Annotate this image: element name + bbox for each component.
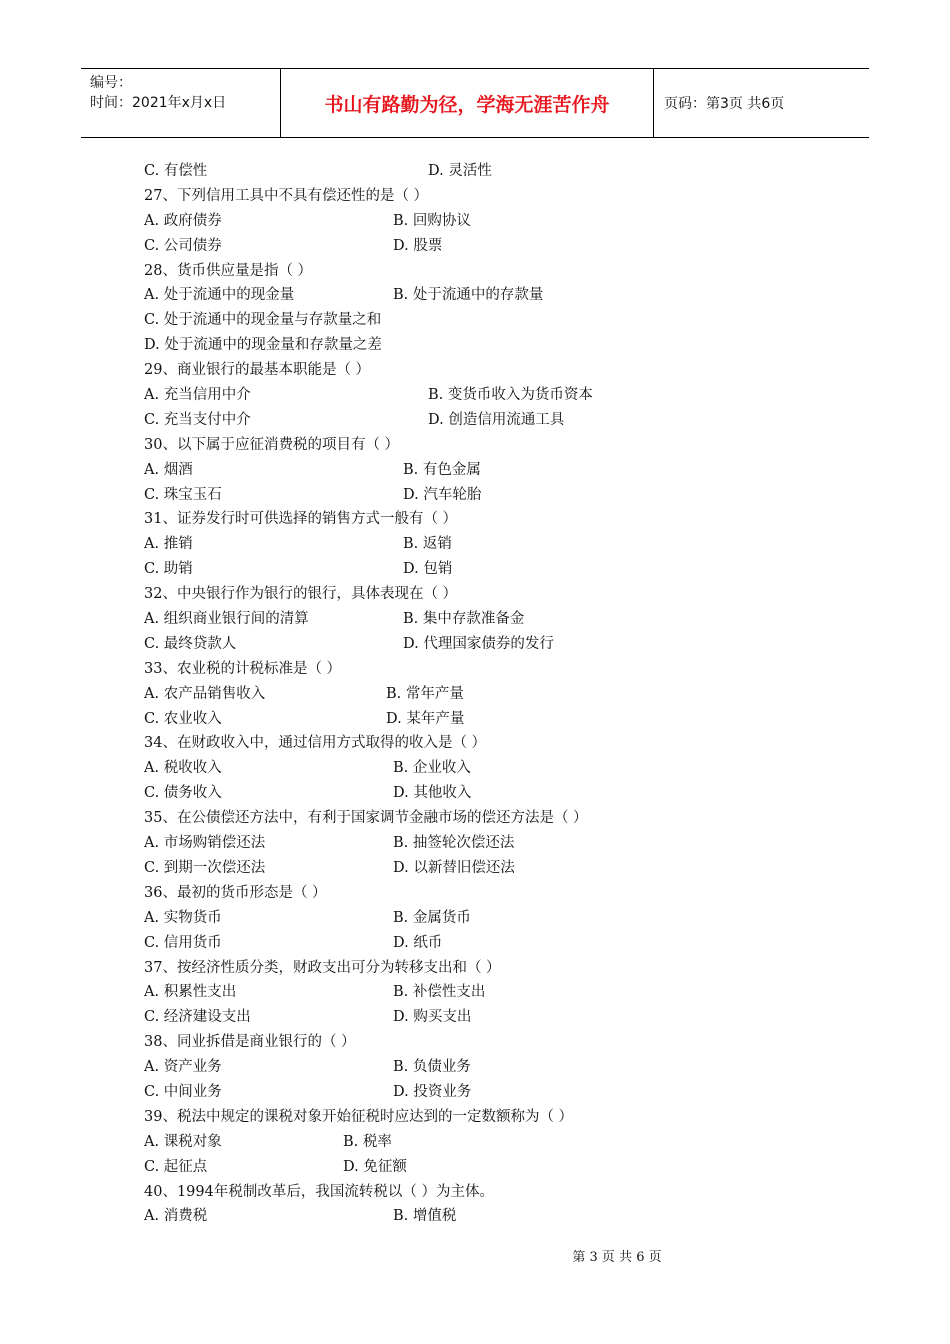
option-row — [144, 483, 844, 508]
option-left: C. 珠宝玉石 — [144, 486, 222, 503]
option-right: D. 投资业务 — [393, 1083, 472, 1100]
question-text: 38、同业拆借是商业银行的（ ） — [144, 1034, 356, 1051]
question-stem — [144, 731, 844, 756]
option-left: A. 资产业务 — [144, 1059, 222, 1076]
option-left: A. 烟酒 — [144, 461, 193, 478]
option-right: B. 有色金属 — [403, 461, 481, 478]
option-right: B. 常年产量 — [386, 685, 464, 702]
option-left: C. 充当支付中介 — [144, 411, 251, 428]
question-stem — [144, 1105, 844, 1130]
option-right: D. 纸币 — [393, 934, 443, 951]
question-text: 30、以下属于应征消费税的项目有（ ） — [144, 436, 400, 453]
question-stem — [144, 308, 844, 333]
option-right: D. 其他收入 — [393, 785, 472, 802]
option-right: B. 增值税 — [393, 1208, 457, 1225]
option-left: C. 有偿性 — [144, 163, 208, 179]
question-text: 27、下列信用工具中不具有偿还性的是（ ） — [144, 187, 429, 204]
header-motto: 书山有路勤为径，学海无涯苦作舟 — [281, 69, 654, 137]
option-row — [144, 707, 844, 732]
option-left: A. 政府债券 — [144, 212, 222, 229]
question-stem — [144, 259, 844, 284]
option-right: D. 代理国家债券的发行 — [403, 635, 554, 652]
option-row — [144, 408, 844, 433]
question-text: 34、在财政收入中，通过信用方式取得的收入是（ ） — [144, 735, 487, 752]
question-stem — [144, 507, 844, 532]
option-right: B. 补偿性支出 — [393, 984, 486, 1001]
question-stem — [144, 433, 844, 458]
option-left: A. 税收收入 — [144, 760, 222, 777]
option-right: D. 包销 — [403, 561, 453, 578]
question-stem — [144, 657, 844, 682]
option-left: A. 充当信用中介 — [144, 387, 251, 404]
option-right: B. 返销 — [403, 536, 452, 553]
page-footer — [0, 1246, 950, 1265]
option-right: B. 负债业务 — [393, 1059, 471, 1076]
option-right: D. 购买支出 — [393, 1009, 472, 1026]
option-right: B. 处于流通中的存款量 — [393, 287, 544, 304]
option-left: A. 推销 — [144, 536, 193, 553]
option-right: B. 税率 — [343, 1133, 392, 1150]
option-row — [144, 557, 844, 582]
option-right: B. 企业收入 — [393, 760, 471, 777]
option-row — [144, 906, 844, 931]
option-right: D. 创造信用流通工具 — [428, 411, 565, 428]
option-right: D. 以新替旧偿还法 — [393, 859, 515, 876]
option-row — [144, 1080, 844, 1105]
option-row — [144, 1055, 844, 1080]
question-stem — [144, 1180, 844, 1205]
option-row — [144, 607, 844, 632]
option-row — [144, 831, 844, 856]
option-left: C. 经济建设支出 — [144, 1009, 251, 1026]
option-left: A. 积累性支出 — [144, 984, 237, 1001]
option-row — [144, 1155, 844, 1180]
option-left: C. 公司债券 — [144, 237, 222, 254]
option-row — [144, 1204, 844, 1229]
option-right: B. 回购协议 — [393, 212, 471, 229]
option-left: C. 助销 — [144, 561, 193, 578]
question-text: 36、最初的货币形态是（ ） — [144, 884, 327, 901]
option-row — [144, 458, 844, 483]
question-text: 37、按经济性质分类，财政支出可分为转移支出和（ ） — [144, 959, 501, 976]
question-text: 35、在公债偿还方法中，有利于国家调节金融市场的偿还方法是（ ） — [144, 810, 588, 827]
option-row — [144, 283, 844, 308]
option-left: C. 农业收入 — [144, 710, 222, 727]
option-row — [144, 1130, 844, 1155]
option-right: B. 金属货币 — [393, 909, 471, 926]
option-row — [144, 756, 844, 781]
question-text: 33、农业税的计税标准是（ ） — [144, 660, 342, 677]
question-stem — [144, 582, 844, 607]
question-text: C. 处于流通中的现金量与存款量之和 — [144, 312, 382, 329]
option-row — [144, 781, 844, 806]
option-row — [144, 632, 844, 657]
option-left: A. 组织商业银行间的清算 — [144, 611, 309, 628]
header-page-number: 页码：第3页 共6页 — [664, 96, 785, 112]
question-stem — [144, 333, 844, 358]
doc-time-label: 时间：2021年x月x日 — [90, 95, 227, 111]
question-text: 31、证券发行时可供选择的销售方式一般有（ ） — [144, 511, 458, 528]
option-row — [144, 856, 844, 881]
footer-page-number: 第 3 页 共 6 页 — [572, 1250, 662, 1265]
option-left: A. 市场购销偿还法 — [144, 835, 266, 852]
question-text: 29、商业银行的最基本职能是（ ） — [144, 362, 371, 379]
option-left: C. 中间业务 — [144, 1083, 222, 1100]
option-left: A. 实物货币 — [144, 909, 222, 926]
question-text: 32、中央银行作为银行的银行，具体表现在（ ） — [144, 586, 458, 603]
option-row — [144, 159, 844, 184]
option-row — [144, 931, 844, 956]
question-text: 28、货币供应量是指（ ） — [144, 262, 313, 279]
page-header — [81, 68, 869, 138]
option-left: A. 农产品销售收入 — [144, 685, 266, 702]
question-stem — [144, 956, 844, 981]
option-right: D. 免征额 — [343, 1158, 407, 1175]
option-row — [144, 383, 844, 408]
option-left: A. 课税对象 — [144, 1133, 222, 1150]
option-left: C. 信用货币 — [144, 934, 222, 951]
question-stem — [144, 358, 844, 383]
question-text: 39、税法中规定的课税对象开始征税时应达到的一定数额称为（ ） — [144, 1108, 574, 1125]
option-right: D. 某年产量 — [386, 710, 465, 727]
question-stem — [144, 184, 844, 209]
doc-code-label: 编号： — [90, 75, 132, 91]
option-right: B. 变货币收入为货币资本 — [428, 387, 593, 404]
question-stem — [144, 881, 844, 906]
option-row — [144, 234, 844, 259]
option-left: C. 最终贷款人 — [144, 635, 237, 652]
option-right: B. 抽签轮次偿还法 — [393, 835, 515, 852]
option-right: B. 集中存款准备金 — [403, 611, 525, 628]
option-left: C. 到期一次偿还法 — [144, 859, 266, 876]
option-left: A. 处于流通中的现金量 — [144, 287, 295, 304]
option-left: C. 起征点 — [144, 1158, 208, 1175]
option-row — [144, 1005, 844, 1030]
option-row — [144, 209, 844, 234]
option-left: A. 消费税 — [144, 1208, 208, 1225]
option-right: D. 股票 — [393, 237, 443, 254]
option-right: D. 灵活性 — [428, 163, 492, 179]
question-text: D. 处于流通中的现金量和存款量之差 — [144, 337, 382, 354]
option-row — [144, 980, 844, 1005]
question-stem — [144, 1030, 844, 1055]
header-meta-cell — [81, 69, 281, 137]
question-text: 40、1994年税制改革后，我国流转税以（ ）为主体。 — [144, 1183, 494, 1200]
option-row — [144, 532, 844, 557]
option-left: C. 债务收入 — [144, 785, 222, 802]
option-right: D. 汽车轮胎 — [403, 486, 482, 503]
question-list — [144, 159, 844, 1229]
question-stem — [144, 806, 844, 831]
option-row — [144, 682, 844, 707]
